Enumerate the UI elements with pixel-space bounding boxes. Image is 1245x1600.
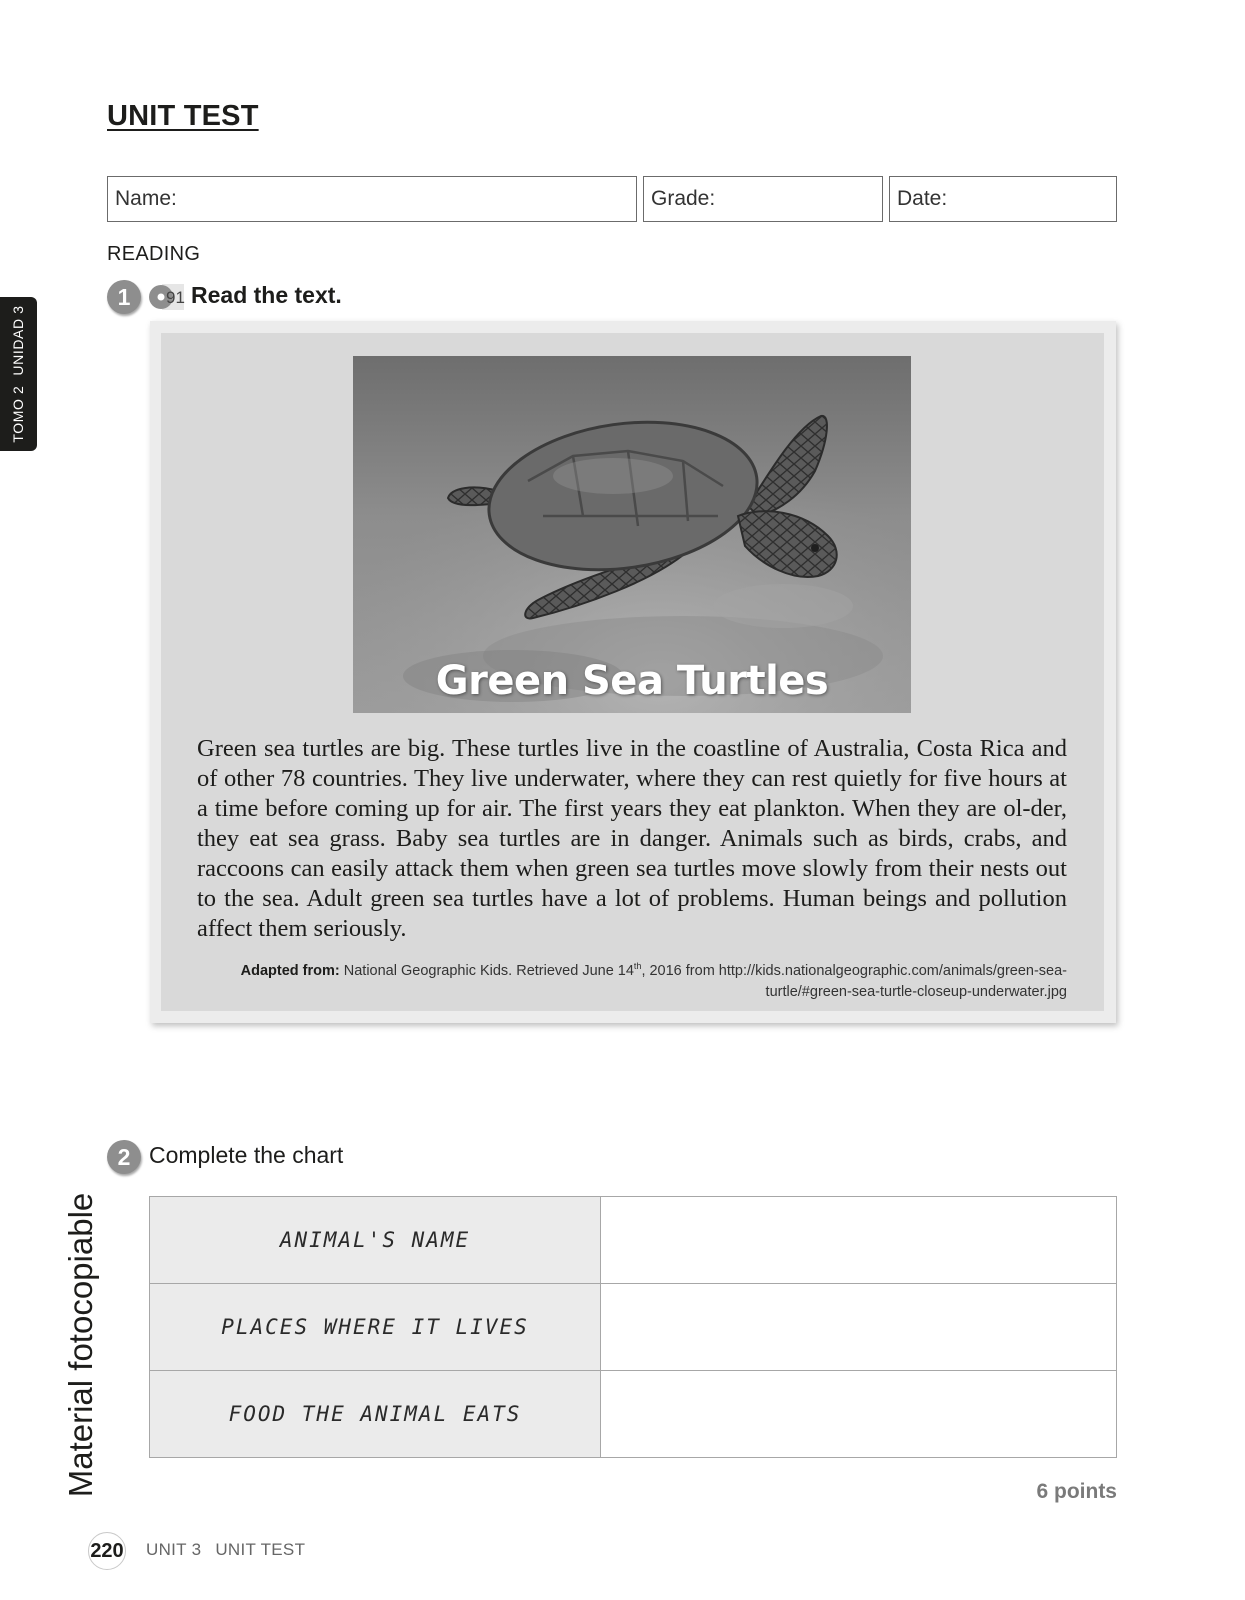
exercise-instruction: Complete the chart [149,1142,344,1168]
section-heading: READING [107,243,201,265]
chart-row [150,1197,1117,1284]
exercise-instruction: Read the text. [191,282,342,308]
name-field[interactable]: Name: [107,176,637,222]
footer-unit: UNIT 3 [146,1540,202,1559]
source-text: National Geographic Kids. Retrieved June 14 [343,962,634,979]
date-field[interactable]: Date: [889,176,1117,222]
footer-section: UNIT TEST [215,1540,306,1559]
audio-track-number: 91 [166,288,185,307]
exercise-number-badge: 2 [107,1140,141,1174]
side-tab-label [10,305,26,442]
footer [146,1540,305,1560]
chart-row [150,1371,1117,1458]
page-title: UNIT TEST [107,100,259,132]
source-text-end: , 2016 from http://kids.nationalgeographic.com/animals/green-sea-turtle/#green-sea-turtle-closeup-underwater.jpg [641,962,1067,1000]
photo-title: Green Sea Turtles [435,658,829,704]
reading-text: Green sea turtles are big. These turtles live in the coastline of Australia, Costa Rica and of other 78 countries. They live underwater, where they can rest quietly for five hours at a time before coming up for air. The first years they eat plankton. When they are ol-der, they eat sea grass. Baby sea turtles are in danger. Animals such as birds, crabs, and raccoons can easily attack them when green sea turtles move slowly from their nests out to the sea. Adult green sea turtles have a lot of problems. Human beings and pollution affect them seriously. [197,735,1067,942]
grade-field[interactable]: Grade: [643,176,883,222]
source-citation [216,956,1067,1003]
chart-row [150,1284,1117,1371]
chart-answer-cell[interactable] [601,1284,1117,1371]
completion-chart [149,1196,1117,1458]
source-superscript: th [633,961,642,971]
page-number: 220 [88,1532,126,1570]
chart-row-label: ANIMAL'S NAME [150,1197,601,1284]
chart-answer-cell[interactable] [601,1371,1117,1458]
chart-row-label: PLACES WHERE IT LIVES [150,1284,601,1371]
source-label: Adapted from: [240,962,340,979]
chart-row-label: FOOD THE ANIMAL EATS [150,1371,601,1458]
side-tab-unidad: UNIDAD 3 [10,305,26,376]
points-label: 6 points [1036,1480,1117,1503]
side-tab-tomo: TOMO 2 [10,385,26,443]
chart-answer-cell[interactable] [601,1197,1117,1284]
photocopiable-note: Material fotocopiable [62,1192,99,1498]
exercise-number-badge: 1 [107,280,141,314]
